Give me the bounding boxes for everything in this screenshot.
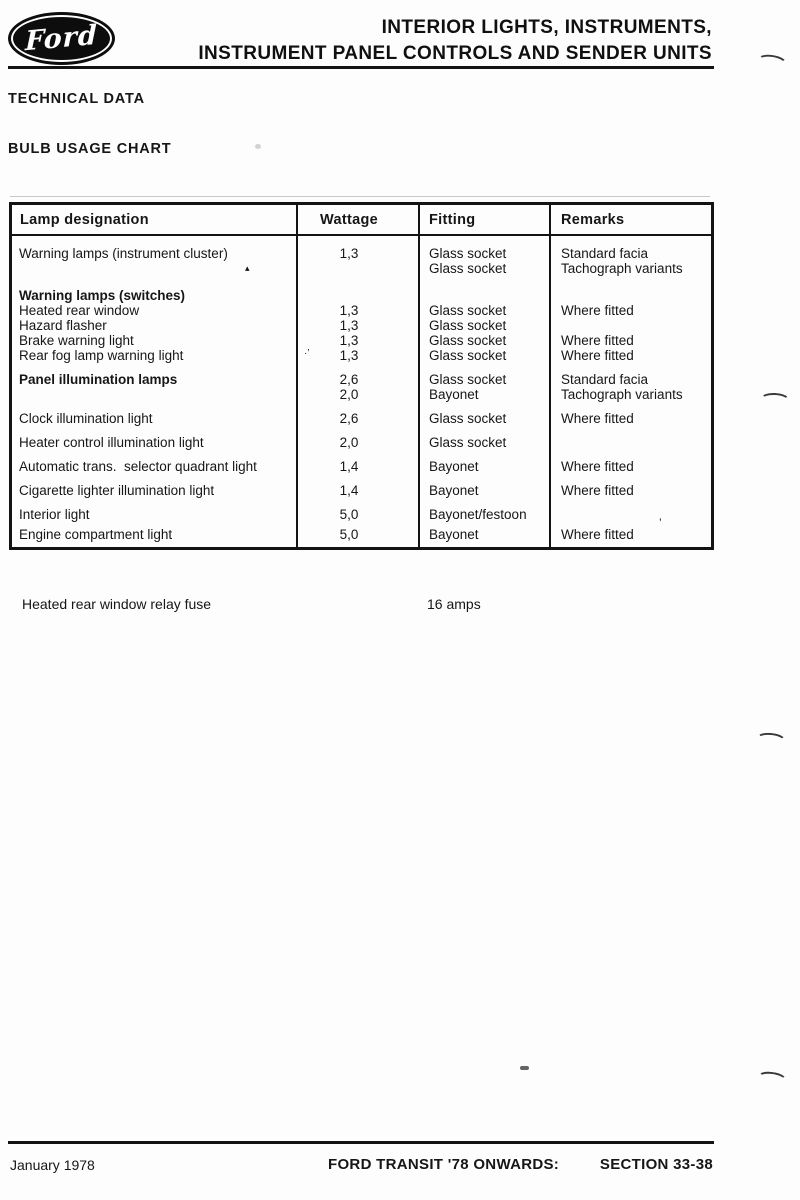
footer-rule xyxy=(8,1141,714,1144)
ford-logo-script: Ford xyxy=(24,19,99,58)
scan-artifact-arc xyxy=(756,53,788,72)
table-cell: Where fitted xyxy=(561,459,634,474)
table-row xyxy=(12,288,711,363)
table-row xyxy=(12,459,711,474)
table-row xyxy=(12,527,711,542)
column-header-remarks: Remarks xyxy=(561,211,625,228)
footer-model: FORD TRANSIT '78 ONWARDS: xyxy=(328,1156,560,1173)
table-cell: Warning lamps (switches) Heated rear window Hazard flasher Brake warning light Rear fog lamp warning light xyxy=(19,288,186,363)
table-cell: Bayonet xyxy=(429,527,479,542)
table-row xyxy=(12,435,711,450)
table-cell: 2,6 2,0 xyxy=(339,372,359,402)
table-cell: Where fitted xyxy=(561,411,634,426)
scan-artifact-arc xyxy=(756,1070,788,1088)
scan-artifact-speck: ▴ xyxy=(245,263,250,273)
table-cell: Interior light xyxy=(19,507,90,522)
table-cell: Glass socket xyxy=(429,411,507,426)
table-cell: Panel illumination lamps xyxy=(19,372,178,387)
table-row xyxy=(12,483,711,498)
bulb-usage-table xyxy=(9,202,714,550)
table-cell xyxy=(551,435,711,450)
scan-artifact-line xyxy=(10,196,710,197)
table-cell: Warning lamps (instrument cluster) xyxy=(19,246,228,261)
table-cell: Glass socket Glass socket Glass socket Glass socket xyxy=(429,303,507,363)
scan-artifact-speck: ·’ xyxy=(304,348,310,359)
fuse-note-value: 16 amps xyxy=(427,596,481,612)
table-cell: Cigarette lighter illumination light xyxy=(19,483,215,498)
column-header-wattage: Wattage xyxy=(320,211,378,228)
column-header-lamp-designation: Lamp designation xyxy=(20,211,149,228)
table-cell: Where fitted xyxy=(561,527,634,542)
table-cell: Where fitted xyxy=(561,483,634,498)
table-cell: 5,0 xyxy=(339,527,359,542)
scan-artifact-dot xyxy=(255,144,261,149)
page-title-line1: INTERIOR LIGHTS, INSTRUMENTS, xyxy=(381,17,712,38)
table-cell: 1,3 xyxy=(339,246,359,261)
table-cell: 2,6 xyxy=(339,411,359,426)
table-header-row xyxy=(12,205,711,236)
table-row xyxy=(12,411,711,426)
ford-logo xyxy=(8,12,115,65)
table-cell: Glass socket xyxy=(429,435,507,450)
table-cell: 1,4 xyxy=(339,459,359,474)
table-row xyxy=(12,246,711,276)
table-row xyxy=(12,507,711,522)
table-cell: Bayonet xyxy=(429,459,479,474)
table-cell: 1,4 xyxy=(339,483,359,498)
table-body xyxy=(12,236,711,542)
page-title-line2: INSTRUMENT PANEL CONTROLS AND SENDER UNITS xyxy=(198,43,712,64)
column-header-fitting: Fitting xyxy=(429,211,476,228)
footer-date: January 1978 xyxy=(10,1157,95,1173)
table-cell: Glass socket Glass socket xyxy=(429,246,507,276)
scan-artifact-arc xyxy=(760,392,791,408)
table-cell: Bayonet/festoon xyxy=(429,507,527,522)
table-cell: Heater control illumination light xyxy=(19,435,204,450)
page-title xyxy=(198,15,712,67)
table-row xyxy=(12,372,711,402)
table-cell: 5,0 xyxy=(339,507,359,522)
table-cell xyxy=(551,507,711,522)
scan-artifact-smudge xyxy=(520,1066,529,1070)
heading-bulb-usage-chart: BULB USAGE CHART xyxy=(8,141,172,157)
header-rule xyxy=(8,66,714,69)
table-cell: Clock illumination light xyxy=(19,411,153,426)
footer-section: SECTION 33-38 xyxy=(599,1156,713,1173)
table-cell: Bayonet xyxy=(429,483,479,498)
table-cell: 2,0 xyxy=(339,435,359,450)
table-cell: Standard facia Tachograph variants xyxy=(561,246,683,276)
heading-technical-data: TECHNICAL DATA xyxy=(8,91,145,107)
table-cell: Standard facia Tachograph variants xyxy=(561,372,683,402)
scan-artifact-tick: ’ xyxy=(659,516,662,530)
table-cell: 1,3 1,3 1,3 1,3 xyxy=(339,303,359,363)
table-cell: Engine compartment light xyxy=(19,527,173,542)
table-cell: Automatic trans. selector quadrant light xyxy=(19,459,257,474)
scan-artifact-arc xyxy=(755,731,786,748)
fuse-note-label: Heated rear window relay fuse xyxy=(22,596,212,612)
table-cell: Where fitted Where fitted Where fitted xyxy=(561,303,634,363)
table-cell: Glass socket Bayonet xyxy=(429,372,507,402)
